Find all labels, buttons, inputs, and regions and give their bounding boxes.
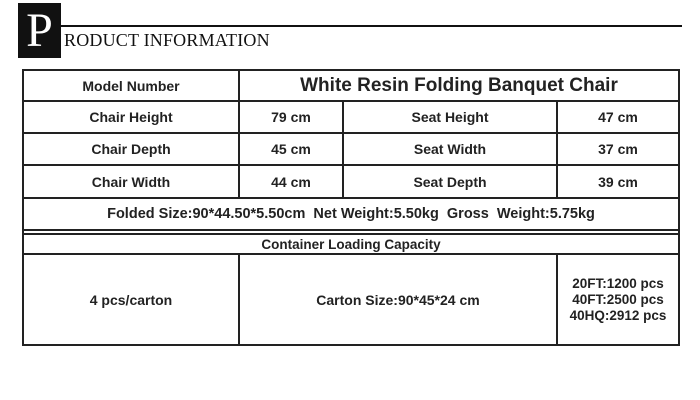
dimension-label: Seat Height (411, 109, 489, 125)
model-number-label: Model Number (82, 77, 180, 94)
carton-size: Carton Size:90*45*24 cm (316, 291, 480, 308)
folded-size-weight-summary: Folded Size:90*44.50*5.50cm Net Weight:5.50kg Gross Weight:5.75kg (107, 206, 595, 222)
dimension-label: Chair Depth (91, 141, 171, 157)
container-loading-list (558, 255, 678, 344)
packing-quantity: 4 pcs/carton (89, 291, 173, 308)
product-spec-table (22, 69, 680, 346)
header-rule (61, 25, 682, 27)
dimension-value: 79 cm (271, 109, 311, 125)
product-info-header (18, 3, 682, 59)
header-initial-letter: P (18, 3, 61, 58)
dimension-value: 45 cm (271, 141, 311, 157)
header-title: RODUCT INFORMATION (64, 30, 270, 50)
row-divider (24, 229, 678, 231)
dimension-value: 44 cm (271, 173, 311, 190)
dimension-label: Chair Width (91, 173, 171, 190)
loading-line: 20FT:1200 pcs (572, 275, 664, 291)
dimension-label: Seat Depth (413, 173, 487, 190)
dimension-value: 39 cm (598, 173, 638, 190)
model-number-value: White Resin Folding Banquet Chair (300, 74, 618, 96)
dimension-value: 47 cm (598, 109, 638, 125)
dimension-label: Seat Width (413, 141, 487, 157)
loading-line: 40HQ:2912 pcs (569, 307, 667, 323)
dimension-value: 37 cm (598, 141, 638, 157)
dimension-label: Chair Height (89, 109, 173, 125)
container-loading-title: Container Loading Capacity (261, 236, 441, 252)
loading-line: 40FT:2500 pcs (572, 291, 664, 307)
